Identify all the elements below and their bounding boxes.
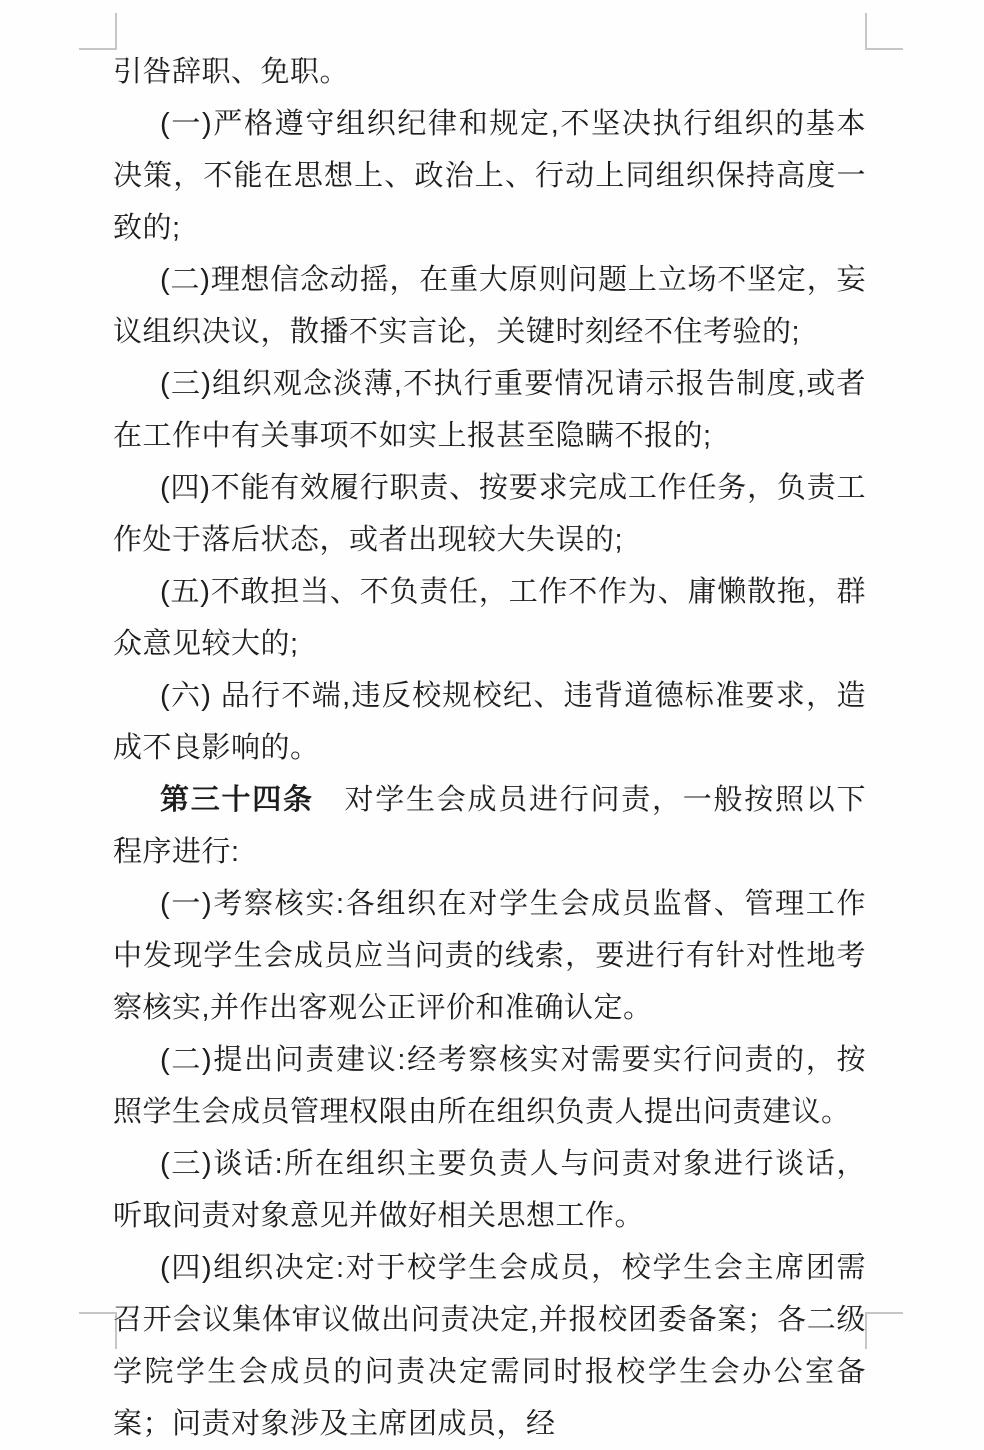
paragraph: (四)不能有效履行职责、按要求完成工作任务，负责工作处于落后状态，或者出现较大失误的; — [113, 472, 866, 556]
paragraph: (五)不敢担当、不负责任，工作不作为、庸懒散拖，群众意见较大的; — [113, 576, 866, 660]
paragraph: (一)考察核实:各组织在对学生会成员监督、管理工作中发现学生会成员应当问责的线索，要进行有针对性地考察核实,并作出客观公正评价和准确认定。 — [113, 888, 866, 1024]
paragraph: (三)组织观念淡薄,不执行重要情况请示报告制度,或者在工作中有关事项不如实上报甚至隐瞒不报的; — [113, 368, 866, 452]
crop-mark-bottom-right — [865, 1312, 903, 1349]
paragraph: 第三十四条 对学生会成员进行问责，一般按照以下程序进行: — [113, 784, 866, 868]
paragraph: (二)提出问责建议:经考察核实对需要实行问责的，按照学生会成员管理权限由所在组织负责人提出问责建议。 — [113, 1044, 866, 1128]
paragraph: (一)严格遵守组织纪律和规定,不坚决执行组织的基本决策，不能在思想上、政治上、行动上同组织保持高度一致的; — [113, 108, 866, 244]
paragraph: (六) 品行不端,违反校规校纪、违背道德标准要求，造成不良影响的。 — [113, 680, 866, 764]
paragraph: (三)谈话:所在组织主要负责人与问责对象进行谈话，听取问责对象意见并做好相关思想工作。 — [113, 1148, 866, 1232]
crop-mark-top-right — [865, 13, 903, 50]
crop-mark-bottom-left — [79, 1312, 117, 1349]
document-body — [113, 46, 866, 1450]
paragraph: 引咎辞职、免职。 — [113, 56, 350, 88]
article-number: 第三十四条 — [160, 784, 314, 816]
crop-mark-top-left — [79, 13, 117, 50]
paragraph: (四)组织决定:对于校学生会成员，校学生会主席团需召开会议集体审议做出问责决定,并报校团委备案；各二级学院学生会成员的问责决定需同时报校学生会办公室备案；问责对象涉及主席团成员，经 — [113, 1252, 866, 1440]
paragraph: (二)理想信念动摇，在重大原则问题上立场不坚定，妄议组织决议，散播不实言论，关键时刻经不住考验的; — [113, 264, 866, 348]
